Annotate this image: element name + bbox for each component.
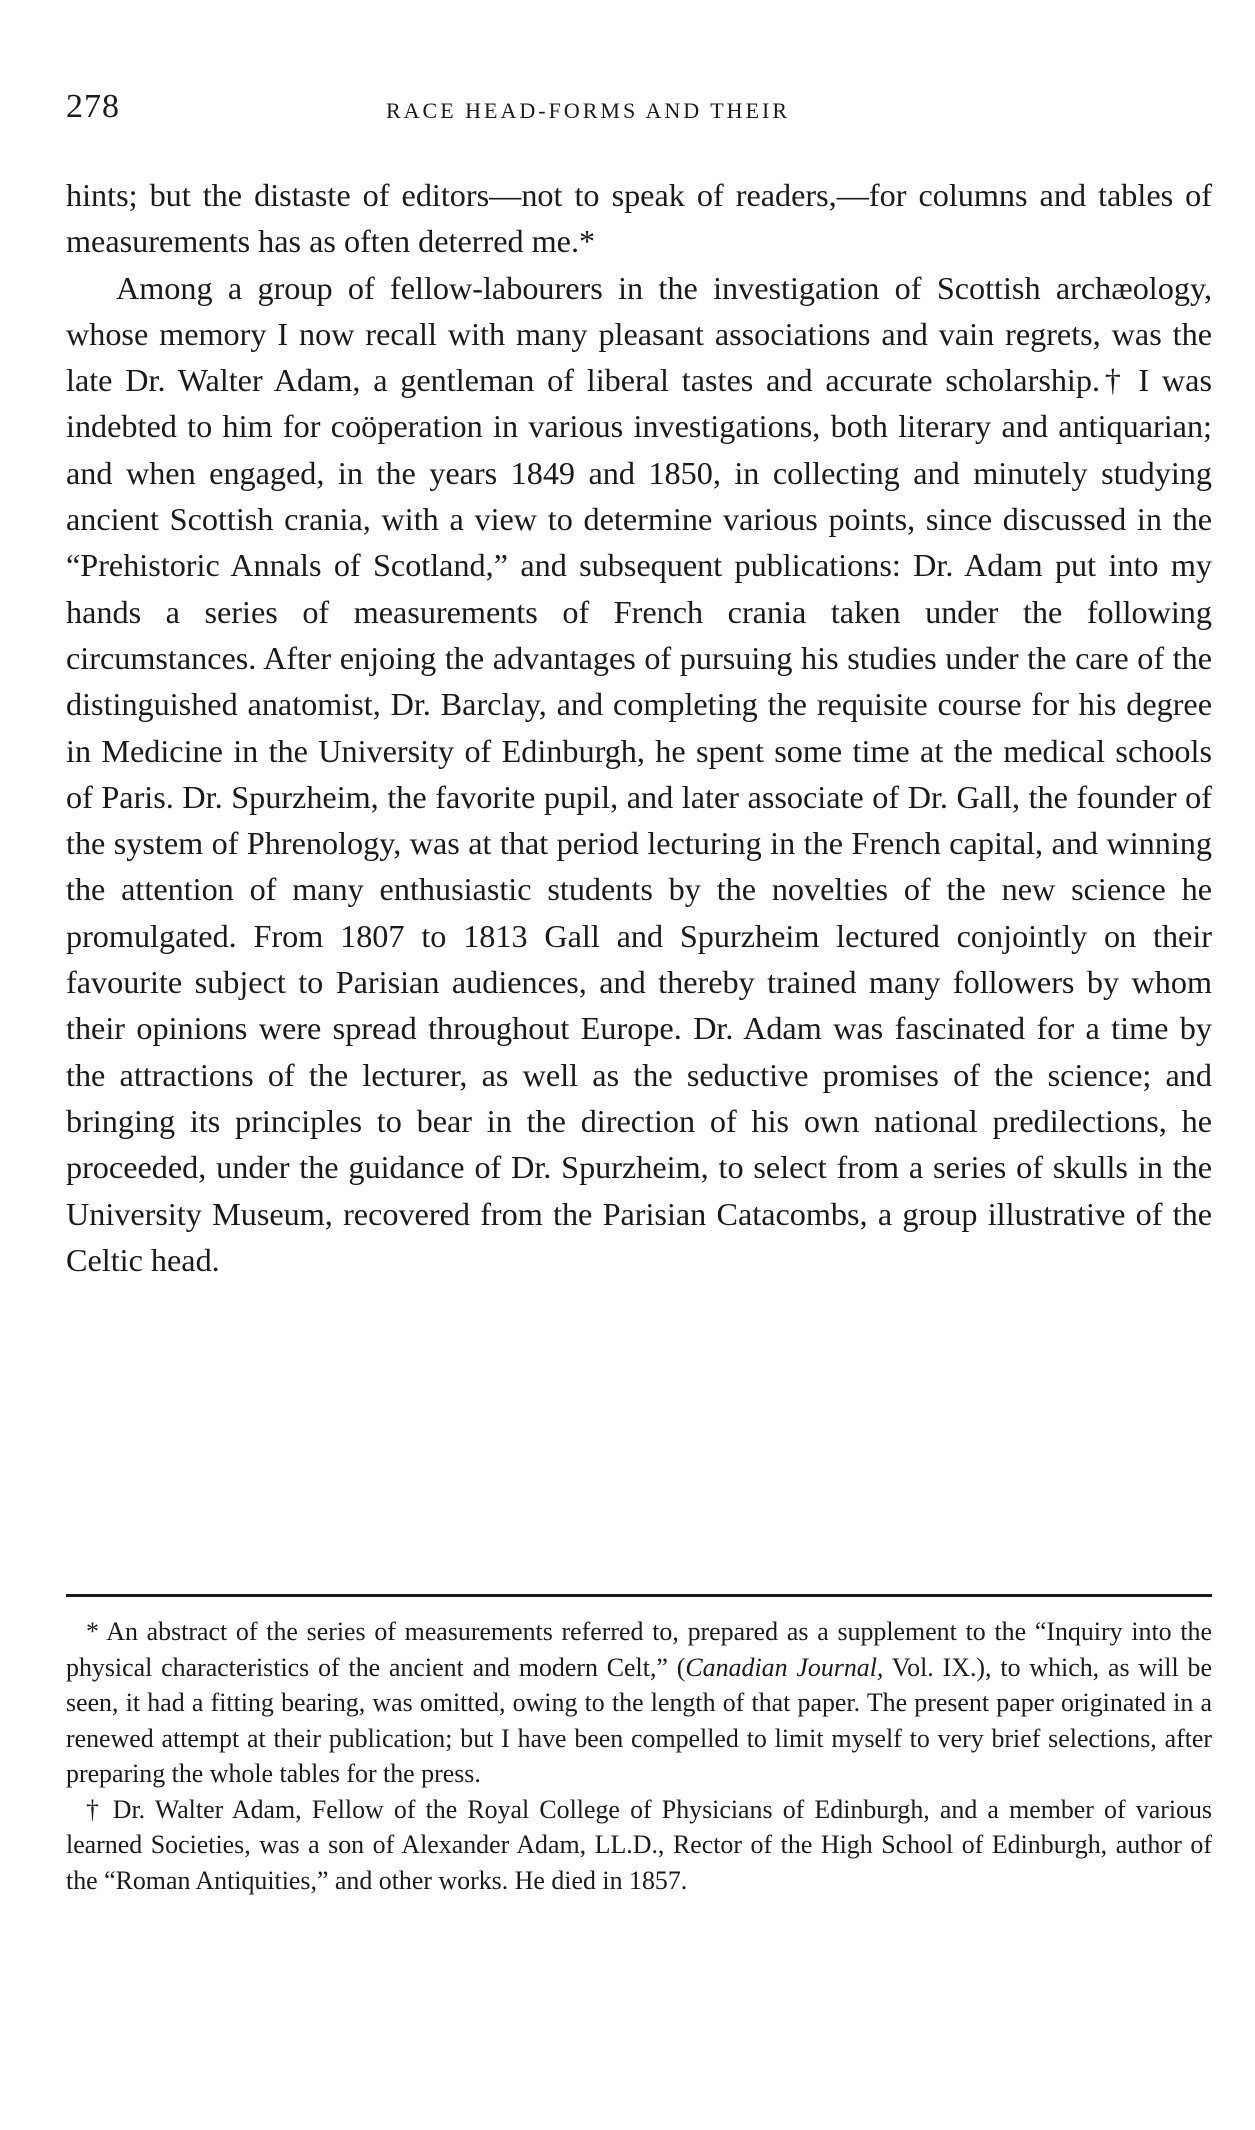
page-header <box>66 88 1206 138</box>
main-text <box>66 172 1212 1283</box>
footnote-divider <box>66 1594 1212 1597</box>
footnote-journal-title: Canadian Journal, <box>685 1652 884 1682</box>
paragraph-continued: hints; but the distaste of editors—not to speak of readers,—for columns and tables of measurements has as often deterred me.* <box>66 177 1212 260</box>
running-head: RACE HEAD-FORMS AND THEIR <box>386 98 791 123</box>
page-number: 278 <box>66 88 120 125</box>
footnote-asterisk-text-end: Vol. IX.), to which, as will be seen, it had a fitting bearing, was omitted, owing to the length of that paper. The present paper originated in a renewed attempt at their publication; but I have been compelled to limit myself to very brief selections, after preparing the whole tables for the press. <box>66 1652 1212 1788</box>
footnote-dagger: † Dr. Walter Adam, Fellow of the Royal College of Physicians of Edinburgh, and a member of various learned Societies, was a son of Alexander Adam, LL.D., Rector of the High School of Edinburgh, author of the “Roman Antiquities,” and other works. He died in 1857. <box>66 1794 1212 1895</box>
footnote-asterisk-text-start: * An abstract of the series of measurements referred to, prepared as a supplement to the “Inquiry into the physical characteristics of the ancient and modern Celt,” ( <box>66 1617 1212 1682</box>
footnote-asterisk <box>66 1614 1212 1792</box>
paragraph-walter-adam: Among a group of fellow-labourers in the investigation of Scottish archæology, whose memory I now recall with many pleasant associations and vain regrets, was the late Dr. Walter Adam, a gentleman of liberal tastes and accurate scholarship.† I was indebted to him for coöperation in various investigations, both literary and antiquarian; and when engaged, in the years 1849 and 1850, in collecting and minutely studying ancient Scottish crania, with a view to determine various points, since discussed in the “Prehistoric Annals of Scotland,” and subsequent publications: Dr. Adam put into my hands a series of measurements of French crania taken under the following circumstances. After enjoing the advantages of pursuing his studies under the care of the distinguished anatomist, Dr. Barclay, and completing the requisite course for his degree in Medicine in the University of Edinburgh, he spent some time at the medical schools of Paris. Dr. Spurzheim, the favorite pupil, and later associate of Dr. Gall, the founder of the system of Phrenology, was at that period lecturing in the French capital, and winning the attention of many enthusiastic students by the novelties of the new science he promulgated. From 1807 to 1813 Gall and Spurzheim lectured conjointly on their favourite subject to Parisian audiences, and thereby trained many followers by whom their opinions were spread throughout Europe. Dr. Adam was fascinated for a time by the attractions of the lecturer, as well as the seductive promises of the science; and bringing its principles to bear in the direction of his own national predilections, he proceeded, under the guidance of Dr. Spurzheim, to select from a series of skulls in the University Museum, recovered from the Parisian Catacombs, a group illustrative of the Celtic head. <box>66 269 1212 1278</box>
footnotes <box>66 1614 1212 1898</box>
